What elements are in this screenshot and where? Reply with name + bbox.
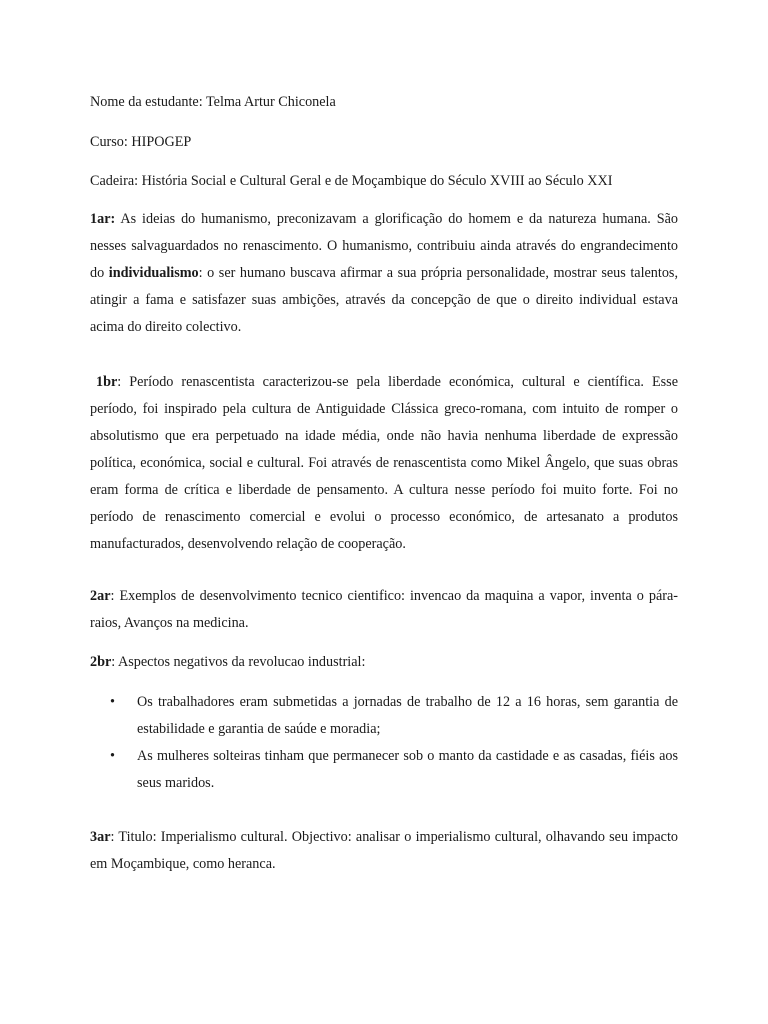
answer-1a-text-after: : o ser humano buscava afirmar a sua própria personalidade, mostrar seus talentos, atingir a fama e satisfazer suas ambições, através da concepção de que o direito individual estava acima do direito colectivo. bbox=[90, 265, 679, 335]
list-item-text: As mulheres solteiras tinham que permanecer sob o manto da castidade e as casadas, fiéis aos seus maridos. bbox=[137, 748, 678, 791]
answer-1a-label: 1ar: bbox=[90, 211, 116, 227]
answer-1a-bold-word: individualismo bbox=[108, 265, 199, 281]
answer-2a bbox=[90, 583, 678, 637]
answer-1b-text: : Período renascentista caracterizou-se pela liberdade económica, cultural e científica. Esse período, foi inspirado pela cultura de Antiguidade Clássica greco-romana, com intuito de romper o absolutismo que era perpetuado na idade média, onde não havia nenhuma liberdade de expressão política, económica, social e cultural. Foi através de renascentista como Mikel Ângelo, que suas obras eram forma de crítica e liberdade de pensamento. A cultura nesse período foi muito forte. Foi no período de renascimento comercial e evolui o processo económico, de artesanato a produtos manufacturados, desenvolvendo relação de cooperação. bbox=[90, 374, 678, 552]
course-line bbox=[90, 129, 678, 156]
answer-3a bbox=[90, 824, 678, 878]
answer-1b-label: 1br bbox=[96, 374, 118, 390]
list-item bbox=[90, 743, 678, 797]
answer-3a-label: 3ar bbox=[90, 829, 111, 845]
answer-3a-text: : Titulo: Imperialismo cultural. Objectivo: analisar o imperialismo cultural, olhavando seu impacto em Moçambique, como heranca. bbox=[90, 829, 678, 872]
subject-line bbox=[90, 168, 678, 195]
student-name: Telma Artur Chiconela bbox=[205, 94, 336, 110]
student-name-line bbox=[90, 89, 678, 116]
answer-1b bbox=[90, 369, 678, 558]
answer-2b bbox=[90, 649, 678, 676]
bullet-icon: • bbox=[110, 748, 115, 764]
list-item-text: Os trabalhadores eram submetidas a jornadas de trabalho de 12 a 16 horas, sem garantia de estabilidade e garantia de saúde e moradia; bbox=[137, 694, 678, 737]
subject-value: História Social e Cultural Geral e de Moçambique do Século XVIII ao Século XXI bbox=[141, 173, 613, 189]
course-label: Curso: bbox=[90, 134, 128, 150]
answer-2a-text: : Exemplos de desenvolvimento tecnico cientifico: invencao da maquina a vapor, inventa o pára-raios, Avanços na medicina. bbox=[90, 588, 678, 631]
answer-2b-label: 2br bbox=[90, 654, 112, 670]
answer-2b-text: : Aspectos negativos da revolucao industrial: bbox=[111, 654, 366, 670]
list-item bbox=[90, 689, 678, 743]
answer-1a bbox=[90, 206, 678, 341]
student-name-label: Nome da estudante: bbox=[90, 94, 203, 110]
answer-2a-label: 2ar bbox=[90, 588, 111, 604]
bullet-icon: • bbox=[110, 694, 115, 710]
subject-label: Cadeira: bbox=[90, 173, 139, 189]
negative-aspects-list bbox=[90, 689, 678, 797]
answer-1a-text-before: As ideias do humanismo, preconizavam a glorificação do homem e da natureza humana. São nesses salvaguardados no renascimento. O humanismo, contribuiu ainda através do engrandecimento do bbox=[90, 211, 678, 281]
course-value: HIPOGEP bbox=[131, 134, 192, 150]
